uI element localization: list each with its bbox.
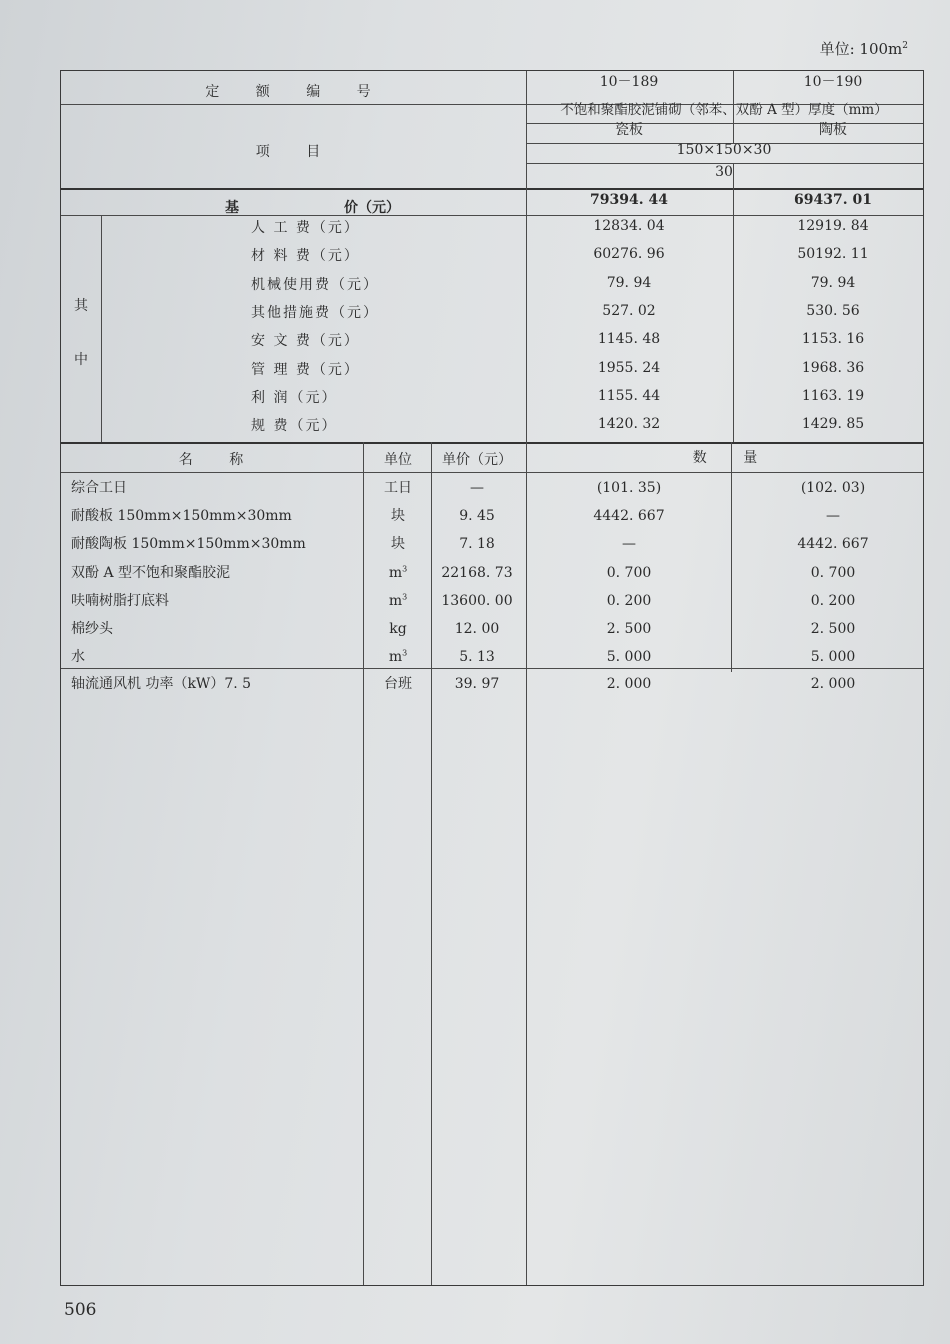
breakdown-value-2: 79. 94 <box>810 274 856 291</box>
item-quantity-1: 2. 500 <box>606 621 652 637</box>
unit-note: 单位: $100m^2$ <box>819 40 908 58</box>
base-price-2: 69437. 01 <box>794 192 872 208</box>
item-price: — <box>470 480 484 496</box>
breakdown-value-2: 1429. 85 <box>801 416 865 433</box>
machine-name: 轴流通风机 功率（kW）7. 5 <box>71 676 252 692</box>
item-name: 呋喃树脂打底料 <box>71 592 169 609</box>
breakdown-label: 机械使用费（元） <box>251 276 379 293</box>
item-price: 12. 00 <box>454 621 500 637</box>
col-unit-header: 单位 <box>384 452 412 468</box>
quota-code-2: 10－190 <box>803 74 863 90</box>
breakdown-label: 材 料 费（元） <box>251 248 360 265</box>
base-price-label-left: 基 <box>225 200 239 216</box>
item-name: 耐酸板 150mm×150mm×30mm <box>71 508 292 525</box>
item-quantity-1: 0. 700 <box>606 564 652 581</box>
item-name: 耐酸陶板 150mm×150mm×30mm <box>71 536 306 553</box>
item-quantity-2: 0. 200 <box>810 592 856 609</box>
machine-quantity-2: 2. 000 <box>810 676 856 692</box>
item-quantity-1: — <box>622 536 636 553</box>
base-price-1: 79394. 44 <box>590 192 668 208</box>
item-quantity-2: — <box>826 508 840 525</box>
item-unit: $m^3$ <box>388 648 408 666</box>
quota-code-label: 定 额 编 号 <box>205 84 387 100</box>
breakdown-value-1: 1420. 32 <box>597 416 661 433</box>
work-description: 不饱和聚酯胶泥铺砌（邻苯、双酚 A 型）厚度（mm） <box>560 102 888 118</box>
item-quantity-2: 5. 000 <box>810 649 856 666</box>
breakdown-value-1: 1145. 48 <box>597 331 661 348</box>
page-number: 506 <box>64 1300 97 1320</box>
item-unit: 块 <box>391 508 405 525</box>
breakdown-label: 人 工 费（元） <box>251 220 360 236</box>
breakdown-label: 其他措施费（元） <box>251 304 379 321</box>
col-price-header: 单价（元） <box>442 452 512 468</box>
item-quantity-2: 4442. 667 <box>797 536 869 553</box>
col-name-header: 名 称 <box>178 452 260 468</box>
item-unit: 工日 <box>384 480 412 496</box>
machine-price: 39. 97 <box>454 676 500 692</box>
item-quantity-1: 4442. 667 <box>593 508 665 525</box>
item-quantity-1: (101. 35) <box>596 480 662 496</box>
breakdown-value-1: 60276. 96 <box>593 246 665 263</box>
breakdown-label: 规 费（元） <box>251 418 338 435</box>
breakdown-value-1: 79. 94 <box>606 274 652 291</box>
breakdown-value-2: 1968. 36 <box>801 359 865 376</box>
item-quantity-2: 2. 500 <box>810 621 856 637</box>
quota-code-1: 10－189 <box>599 74 659 90</box>
item-name: 综合工日 <box>71 480 127 496</box>
col-quantity-header: 数 量 <box>692 450 774 466</box>
quota-table <box>60 70 924 1286</box>
thickness-value: 30 <box>715 164 733 180</box>
item-quantity-1: 0. 200 <box>606 592 652 609</box>
machine-unit: 台班 <box>384 676 412 692</box>
item-price: 22168. 73 <box>441 564 513 581</box>
item-name: 棉纱头 <box>71 621 113 637</box>
breakdown-value-2: 1153. 16 <box>801 331 865 348</box>
item-price: 7. 18 <box>459 536 495 553</box>
breakdown-value-2: 1163. 19 <box>801 387 865 404</box>
material-2: 陶板 <box>819 122 847 138</box>
item-unit: $m^3$ <box>388 592 408 609</box>
material-1: 瓷板 <box>615 122 643 138</box>
item-unit: kg <box>389 621 407 637</box>
machine-quantity-1: 2. 000 <box>606 676 652 692</box>
item-quantity-2: (102. 03) <box>800 480 866 496</box>
base-price-label-right: 价（元） <box>344 200 400 216</box>
breakdown-value-2: 50192. 11 <box>797 246 869 263</box>
breakdown-group-label-1: 其 <box>74 298 88 314</box>
breakdown-value-2: 530. 56 <box>806 302 860 319</box>
breakdown-value-1: 1155. 44 <box>597 387 661 404</box>
item-quantity-2: 0. 700 <box>810 564 856 581</box>
project-label: 项 目 <box>255 144 337 160</box>
breakdown-label: 利 润（元） <box>251 389 338 406</box>
breakdown-label: 安 文 费（元） <box>251 333 360 350</box>
item-price: 5. 13 <box>459 649 495 666</box>
breakdown-value-1: 12834. 04 <box>593 218 665 234</box>
item-name: 水 <box>71 649 85 666</box>
item-name: 双酚 A 型不饱和聚酯胶泥 <box>71 564 231 581</box>
breakdown-label: 管 理 费（元） <box>251 361 360 378</box>
item-quantity-1: 5. 000 <box>606 649 652 666</box>
item-price: 9. 45 <box>459 508 495 525</box>
breakdown-value-1: 1955. 24 <box>597 359 661 376</box>
breakdown-group-label-2: 中 <box>74 352 88 368</box>
item-unit: 块 <box>391 536 405 553</box>
breakdown-value-1: 527. 02 <box>602 302 656 319</box>
item-unit: $m^3$ <box>388 563 408 581</box>
size-spec: 150×150×30 <box>676 142 772 158</box>
item-price: 13600. 00 <box>441 592 513 609</box>
breakdown-value-2: 12919. 84 <box>797 218 869 234</box>
